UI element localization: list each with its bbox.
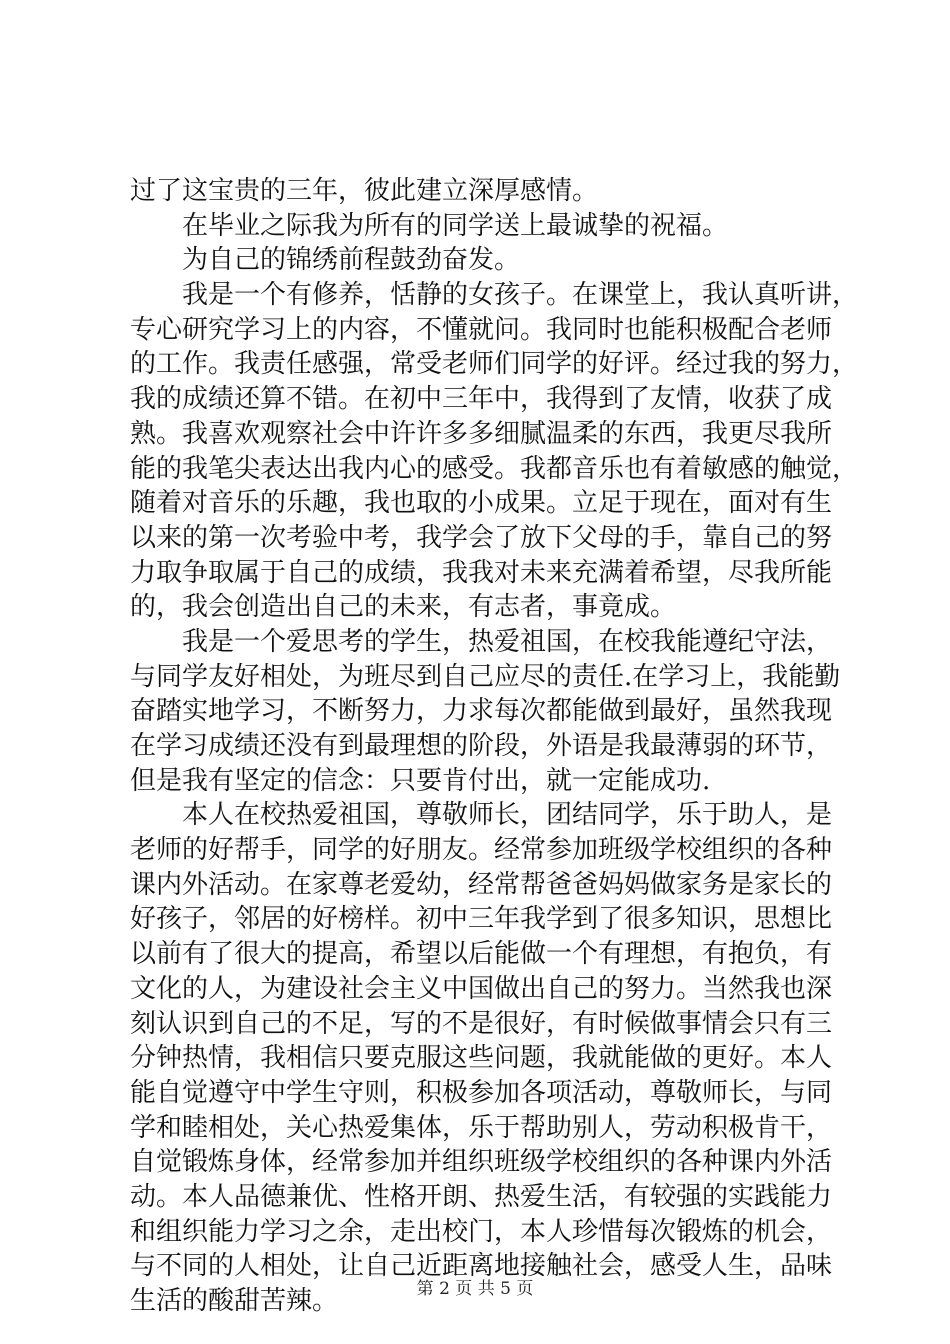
text-line: 课内外活动。在家尊老爱幼，经常帮爸爸妈妈做家务是家长的 bbox=[130, 869, 833, 900]
text-line: 我是一个爱思考的学生，热爱祖国，在校我能遵纪守法， bbox=[182, 626, 833, 657]
text-line: 我的成绩还算不错。在初中三年中，我得到了友情，收获了成 bbox=[130, 384, 833, 415]
text-line: 专心研究学习上的内容，不懂就问。我同时也能积极配合老师 bbox=[130, 314, 833, 345]
text-line: 刻认识到自己的不足，写的不是很好，有时候做事情会只有三 bbox=[130, 1008, 833, 1039]
text-line: 力取争取属于自己的成绩，我我对未来充满着希望，尽我所能 bbox=[130, 557, 833, 588]
text-line: 好孩子，邻居的好榜样。初中三年我学到了很多知识，思想比 bbox=[130, 904, 833, 935]
text-line: 以前有了很大的提高，希望以后能做一个有理想，有抱负，有 bbox=[130, 939, 833, 970]
text-line: 以来的第一次考验中考，我学会了放下父母的手，靠自己的努 bbox=[130, 522, 833, 553]
text-line: 在毕业之际我为所有的同学送上最诚挚的祝福。 bbox=[182, 210, 729, 241]
document-body bbox=[130, 174, 859, 1319]
text-line: 过了这宝贵的三年，彼此建立深厚感情。 bbox=[130, 176, 599, 206]
text-line: 随着对音乐的乐趣，我也取的小成果。立足于现在，面对有生 bbox=[130, 488, 833, 519]
text-line: 能的我笔尖表达出我内心的感受。我都音乐也有着敏感的触觉， bbox=[130, 453, 859, 484]
text-line: 熟。我喜欢观察社会中许许多多细腻温柔的东西，我更尽我所 bbox=[130, 418, 833, 449]
text-line: 老师的好帮手，同学的好朋友。经常参加班级学校组织的各种 bbox=[130, 835, 833, 866]
text-line: 能自觉遵守中学生守则，积极参加各项活动，尊敬师长，与同 bbox=[130, 1077, 833, 1108]
text-line: 生活的酸甜苦辣。 bbox=[130, 1286, 339, 1316]
text-line: 为自己的锦绣前程鼓劲奋发。 bbox=[182, 245, 521, 276]
text-line: 但是我有坚定的信念：只要肯付出，就一定能成功. bbox=[130, 765, 711, 796]
text-line: 和组织能力学习之余，走出校门，本人珍惜每次锻炼的机会， bbox=[130, 1216, 833, 1247]
page-footer: 第 2 页 共 5 页 bbox=[416, 1279, 534, 1299]
text-line: 的，我会创造出自己的未来，有志者，事竟成。 bbox=[130, 592, 677, 623]
text-line: 我是一个有修养，恬静的女孩子。在课堂上，我认真听讲， bbox=[182, 280, 859, 311]
text-line: 的工作。我责任感强，常受老师们同学的好评。经过我的努力， bbox=[130, 349, 859, 380]
text-line: 分钟热情，我相信只要克服这些问题，我就能做的更好。本人 bbox=[130, 1043, 833, 1074]
text-line: 本人在校热爱祖国，尊敬师长，团结同学，乐于助人，是 bbox=[182, 800, 833, 831]
text-line: 文化的人，为建设社会主义中国做出自己的努力。当然我也深 bbox=[130, 973, 833, 1004]
text-line: 与不同的人相处，让自己近距离地接触社会，感受人生，品味 bbox=[130, 1251, 833, 1282]
text-line: 动。本人品德兼优、性格开朗、热爱生活，有较强的实践能力 bbox=[130, 1181, 833, 1212]
text-line: 在学习成绩还没有到最理想的阶段，外语是我最薄弱的环节， bbox=[130, 731, 833, 761]
text-line: 学和睦相处，关心热爱集体，乐于帮助别人，劳动积极肯干， bbox=[130, 1112, 833, 1143]
text-line: 奋踏实地学习，不断努力，力求每次都能做到最好，虽然我现 bbox=[130, 696, 833, 727]
text-line: 自觉锻炼身体，经常参加并组织班级学校组织的各种课内外活 bbox=[130, 1147, 833, 1178]
text-line: 与同学友好相处，为班尽到自己应尽的责任.在学习上，我能勤 bbox=[130, 661, 841, 692]
